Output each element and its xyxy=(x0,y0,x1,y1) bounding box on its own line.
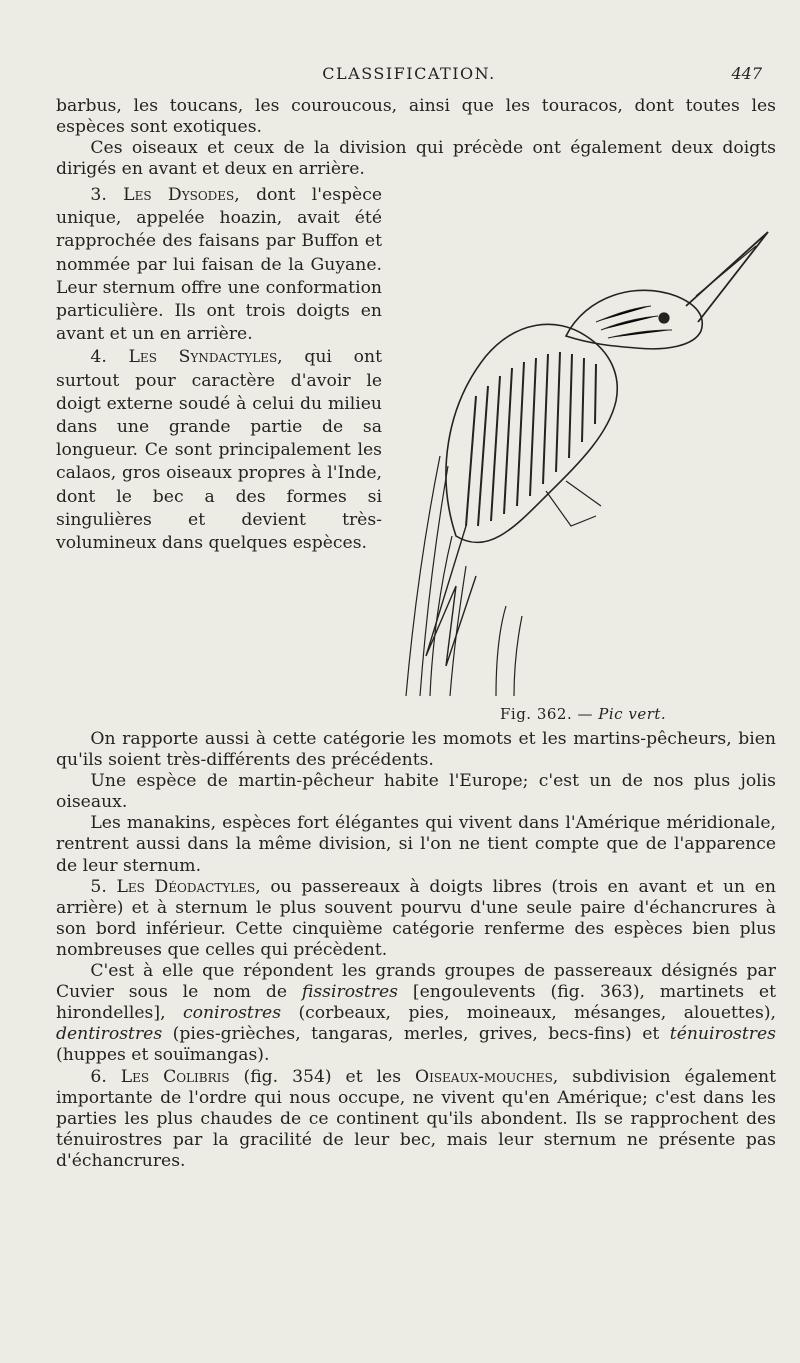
running-header xyxy=(56,64,762,88)
paragraph-deodactyles: 5. Les Déodactyles, ou passereaux à doigts libres (trois en avant et un en arrière) et à sternum le plus souvent pourvu d'une seule paire d'échancrures à son bord inférieur. Cette cinquième catégorie renferme des espèces bien plus nombreuses que celles qui précèdent. xyxy=(56,876,777,960)
paragraph-0: barbus, les toucans, les couroucous, ainsi que les touracos, dont toutes les espèces sont exotiques. xyxy=(56,96,776,138)
term-syndactyles: Les Syndactyles, xyxy=(128,347,283,368)
paragraph-1: Ces oiseaux et ceux de la division qui précède ont également deux doigts dirigés en avant et deux en arrière. xyxy=(56,138,776,180)
paragraph-dysodes: 3. Les Dysodes, dont l'espèce unique, appelée hoazin, avait été rapprochée des faisans par Buffon et nommée par lui faisan de la Guyane. Leur sternum offre une conformation particulière. Ils ont trois doigts en avant et un en arrière. xyxy=(56,185,382,345)
paragraph-momots: On rapporte aussi à cette catégorie les momots et les martins-pêcheurs, bien qu'ils soient très-différents des précédents. xyxy=(56,729,776,771)
running-title: CLASSIFICATION. xyxy=(322,64,496,83)
term-deodactyles: Les Déodactyles, xyxy=(116,876,261,897)
paragraph-manakins: Les manakins, espèces fort élégantes qui vivent dans l'Amérique méridionale, rentrent aussi dans la même division, si l'on ne tient compte que de l'apparence de leur sternum. xyxy=(56,813,776,876)
left-column-text xyxy=(56,184,382,555)
woodpecker-illustration-icon xyxy=(396,226,778,704)
paragraph-colibris: 6. Les Colibris (fig. 354) et les Oiseaux-mouches, subdivision également importante de l'ordre qui nous occupe, ne vivent qu'en Amérique; c'est dans les parties les plus chaudes de ce continent qu'ils abondent. Ils se rapprochent des ténuirostres par la gracilité de leur bec, mais leur sternum ne présente pas d'échancrures. xyxy=(56,1066,777,1171)
term-dysodes: Les Dysodes, xyxy=(123,185,240,205)
paragraph-cuvier-groups: C'est à elle que répondent les grands groupes de passereaux désignés par Cuvier sous le nom de fissirostres [engoulevents (fig. 363), martinets et hirondelles], conirostres (corbeaux, pies, moineaux, mésanges, alouettes), dentirostres (pies-grièches, tangaras, merles, grives, becs-fins) et ténuirostres (huppes et souïmangas). xyxy=(56,961,776,1066)
figure-woodpecker xyxy=(396,226,778,704)
page-number: 447 xyxy=(731,64,762,83)
paragraph-martin-pecheur: Une espèce de martin-pêcheur habite l'Europe; c'est un de nos plus jolis oiseaux. xyxy=(56,771,776,813)
figure-label: Fig. 362. — xyxy=(500,705,599,723)
term-colibris: Les Colibris xyxy=(120,1066,230,1087)
figure-caption xyxy=(500,705,666,723)
figure-caption-title: Pic vert. xyxy=(598,705,667,723)
top-text xyxy=(56,96,776,180)
paragraph-syndactyles: 4. Les Syndactyles, qui ont surtout pour caractère d'avoir le doigt externe soudé à celui du milieu dans une grande partie de sa longueur. Ce sont principalement les calaos, gros oiseaux propres à l'Inde, dont le bec a des formes si singulières et devient très-volumineux dans quelques espèces. xyxy=(56,347,382,554)
bottom-text xyxy=(56,729,776,1172)
term-oiseaux-mouches: Oiseaux-mouches, xyxy=(414,1066,559,1087)
